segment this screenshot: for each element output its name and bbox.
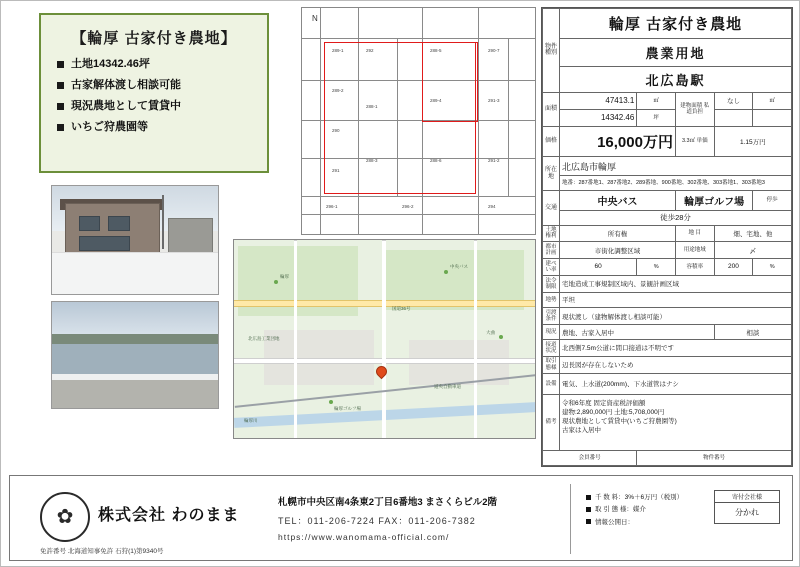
location-map[interactable] (233, 239, 536, 439)
photo-snow (52, 252, 218, 294)
row-label-remarks: 備考 (543, 395, 560, 451)
logo-glyph: ✿ (56, 506, 74, 528)
row-label-city-plan: 都市計画 (543, 242, 560, 259)
headline-bullet-label: いちご狩農園等 (71, 121, 148, 134)
photo-road (52, 380, 218, 408)
walk-time-value: 徒歩28分 (560, 210, 792, 225)
map-place-label: 北広島工業団地 (248, 336, 280, 341)
parcel-label: 290 (332, 128, 340, 133)
map-place-label: 輪厚 (280, 274, 289, 279)
city-plan-value: 市街化調整区域 (560, 242, 676, 259)
area-sqm-unit: ㎡ (637, 92, 676, 109)
company-website-url[interactable]: https://www.wanomama-official.com/ (278, 532, 450, 542)
headline-title: 【輪厚 古家付き農地】 (71, 30, 237, 47)
address-value: 北広島市輪厚 (560, 156, 792, 175)
row-label-reason: 取引態様 (543, 356, 560, 373)
photo-shed (168, 218, 213, 252)
map-place-label: 国道36号 (392, 306, 411, 311)
property-detail-table (541, 7, 793, 467)
kenpei-unit: % (637, 259, 676, 276)
footer-divider (570, 484, 571, 554)
parcel-label: 291-3 (488, 98, 500, 103)
parcel-label: 292 (366, 48, 374, 53)
company-name: 株式会社 わのまま (98, 507, 240, 524)
area-sqm-value: 47413.1 (560, 92, 637, 109)
parcel-label: 296-2 (402, 204, 414, 209)
company-address: 札幌市中央区南4条東2丁目6番地3 まさくらビル2階 (278, 497, 498, 508)
parcel-label: 288-1 (366, 104, 378, 109)
row-label-current-status: 現況 (543, 325, 560, 340)
bullet-square-icon (57, 124, 64, 131)
footer-note-row (586, 504, 683, 516)
parcel-label: 288-5 (430, 48, 442, 53)
parcel-label: 294 (488, 204, 496, 209)
bullet-square-icon (57, 82, 64, 89)
parcel-label: 291-2 (488, 158, 500, 163)
remarks-line: 古家は入居中 (562, 427, 601, 435)
use-district-value: 〆 (714, 242, 791, 259)
road-contact-value: 北西側7.5m公道に間口接道は不明です (560, 340, 792, 357)
facility-value: 電気、上水道(200mm)、下水道管はナシ (560, 373, 792, 394)
company-logo-icon (40, 492, 90, 542)
bus-line-value: 中央バス (560, 191, 676, 210)
photo-window (79, 236, 131, 251)
map-place-label: 道央自動車道 (434, 384, 461, 389)
nearest-station: 北広島駅 (560, 66, 792, 92)
headline-bullet (57, 121, 257, 133)
note-square-icon (586, 495, 591, 500)
map-place-label: 大曲 (486, 330, 495, 335)
area-tsubo-unit: 坪 (637, 109, 676, 126)
row-label-kenpei: 建ぺい率 (543, 259, 560, 276)
row-label-facility: 設備 (543, 373, 560, 394)
parcel-label: 288-6 (430, 158, 442, 163)
lot-number-detail: 地番：287番地1、287番地2、289番地、900番地、302番地、303番地1、303番地3 (560, 176, 792, 191)
map-place-label: 中央バス (450, 264, 468, 269)
bus-stop-unit: 停歩 (753, 191, 792, 210)
note-square-icon (586, 519, 591, 524)
row-label-land-right: 土地権利 (543, 225, 560, 242)
commission-stamp-title: 寄付会社様 (715, 491, 779, 503)
area-tsubo-value: 14342.46 (560, 109, 637, 126)
bullet-square-icon (57, 61, 64, 68)
kenpei-value: 60 (560, 259, 637, 276)
parcel-label: 289-1 (332, 48, 344, 53)
building-area-unit: ㎡ (753, 92, 792, 109)
parcel-label: 288-3 (366, 158, 378, 163)
property-photo-house (51, 185, 219, 295)
land-right-value: 所有権 (560, 225, 676, 242)
terrain-value: 平坦 (560, 292, 792, 307)
property-title: 輪厚 古家付き農地 (560, 9, 792, 39)
headline-bullet-label: 現況農地として賃貸中 (71, 100, 181, 113)
footer-notes (586, 492, 683, 529)
row-label-area: 面積 (543, 92, 560, 126)
row-label-traffic: 交通 (543, 191, 560, 225)
headline-bullet (57, 100, 257, 112)
commission-stamp-body: 分かれ (735, 508, 759, 517)
photo-window (79, 216, 101, 231)
footer-note-row (586, 492, 683, 504)
row-label-terrain: 地勢 (543, 292, 560, 307)
price-value: 16,000万円 (560, 126, 676, 156)
headline-bullet (57, 58, 257, 70)
photo-treeline (52, 334, 218, 345)
row-label-unit-price: 3.3㎡ 単価 (675, 126, 714, 156)
footer-note-label: 情報公開日： (595, 518, 634, 526)
row-label-handover: 引渡条件 (543, 307, 560, 324)
headline-bullet (57, 79, 257, 91)
row-label-price: 価格 (543, 126, 560, 156)
map-place-label: 輪厚ゴルフ場 (334, 406, 361, 411)
footer-note-label: 千 数 料：3%＋6万円（税別） (595, 494, 684, 501)
remarks-line: 現状農地として賃貸中(いちご狩農園等) (562, 418, 677, 426)
footer-company-bar (9, 475, 793, 561)
north-arrow-icon: N (312, 14, 318, 23)
property-category: 農業用地 (560, 39, 792, 67)
parcel-boundary-highlight (422, 42, 478, 122)
row-label-address: 所在地 (543, 156, 560, 190)
row-label-building-area: 建物面積 私道負担 (675, 92, 714, 126)
row-label-property-type: 物件種別 (543, 9, 560, 93)
property-photo-field (51, 301, 219, 409)
bus-stop-value: 輪厚ゴルフ場 (675, 191, 752, 210)
commission-stamp-box (714, 490, 780, 524)
bullet-square-icon (57, 103, 64, 110)
parcel-label: 291 (332, 168, 340, 173)
remarks-line: 建物:2,890,000円 土地:5,708,000円 (562, 409, 665, 417)
parcel-label: 289-2 (332, 88, 344, 93)
parcel-label: 296-1 (326, 204, 338, 209)
yoseki-value: 200 (714, 259, 753, 276)
remarks-line: 令和6年度 固定資産税評価額 (562, 400, 646, 408)
yoseki-unit: % (753, 259, 792, 276)
headline-bullet-label: 土地14342.46坪 (71, 58, 150, 70)
property-number-label: 物件番号 (637, 450, 792, 465)
reason-value: 辺長図が存在しないため (560, 356, 792, 373)
unit-price-value: 1.15万円 (714, 126, 791, 156)
handover-value: 現状渡し（建物解体渡し相談可能） (560, 307, 792, 324)
cadastral-map[interactable] (301, 7, 536, 235)
current-status-note: 相談 (714, 325, 791, 340)
note-square-icon (586, 507, 591, 512)
use-district-label: 用途地域 (675, 242, 714, 259)
parcel-label: 290-7 (488, 48, 500, 53)
member-number-label: 会員番号 (543, 450, 637, 465)
footer-note-label: 取 引 態 様：媒介 (595, 506, 646, 514)
parcel-label: 289-4 (430, 98, 442, 103)
footer-note-row (586, 517, 683, 529)
map-place-label: 輪厚川 (244, 418, 258, 423)
chisei-value: 畑、宅地、他 (714, 225, 791, 242)
company-tel-fax: TEL：011-206-7224 FAX：011-206-7382 (278, 516, 476, 526)
photo-utility-pole (162, 195, 164, 249)
yoseki-label: 容積率 (675, 259, 714, 276)
chisei-label: 地 目 (675, 225, 714, 242)
headline-bullet-label: 古家解体渡し相談可能 (71, 79, 181, 92)
law-value: 宅地造成工事規制区域内、景観計画区域 (560, 275, 792, 292)
building-area-value: なし (714, 92, 753, 109)
photo-window (108, 216, 130, 231)
row-label-law: 法令制限 (543, 275, 560, 292)
headline-box (39, 13, 269, 173)
row-label-road-contact: 接道状況 (543, 340, 560, 357)
license-number: 免許番号 北海道知事免許 石狩(1)第9340号 (40, 548, 164, 555)
current-status-value: 農地、古家入居中 (560, 325, 715, 340)
